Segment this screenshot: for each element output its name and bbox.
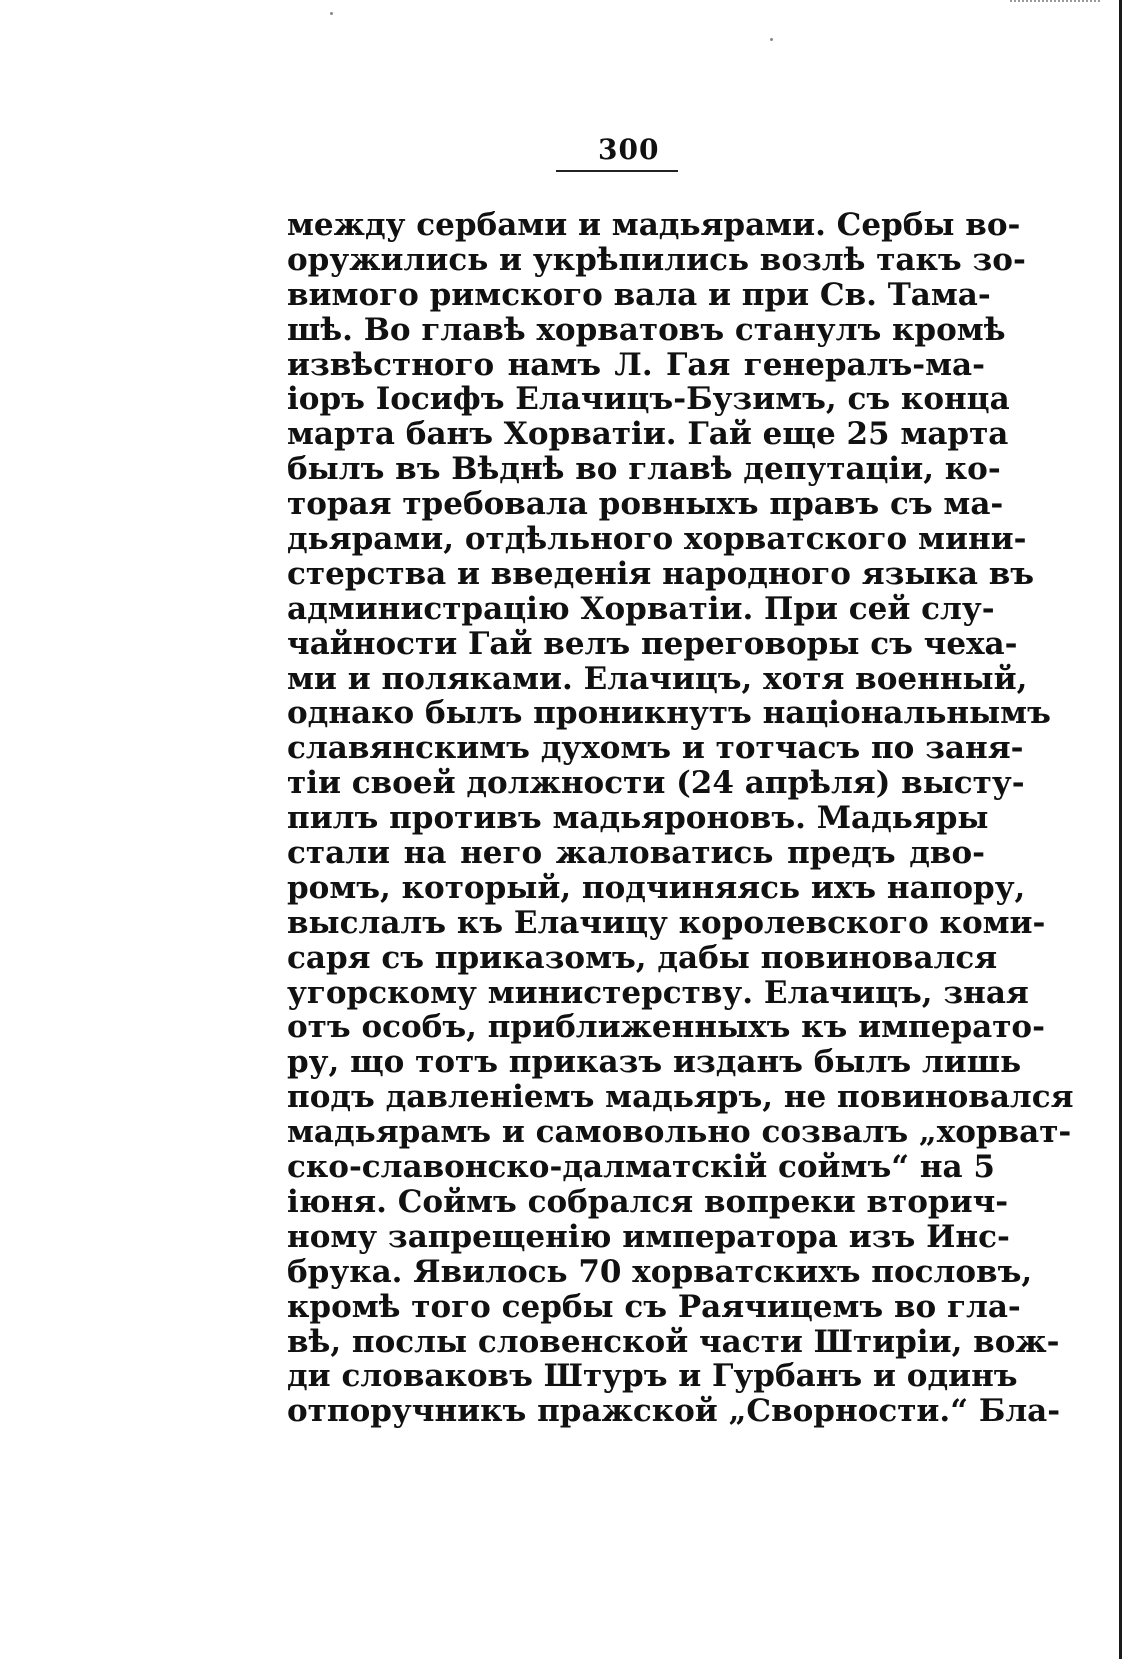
text-line: былъ въ Вѣднѣ во главѣ депутаціи, ко- [287, 451, 1001, 488]
scan-speck [330, 12, 333, 15]
text-line: тіи своей должности (24 апрѣля) высту- [287, 765, 1025, 802]
text-line: вимого римского вала и при Св. Тама- [287, 276, 991, 313]
text-line: оружились и укрѣпились возлѣ такъ зо- [287, 241, 1026, 278]
text-line: марта банъ Хорватіи. Гай еще 25 марта [287, 416, 1009, 453]
scan-artifact-mark [1010, 0, 1100, 6]
text-line: подъ давленіемъ мадьяръ, не повиновался [287, 1079, 1074, 1116]
text-line: чайности Гай велъ переговоры съ чеха- [287, 625, 1018, 662]
text-line: брука. Явилось 70 хорватскихъ пословъ, [287, 1253, 1033, 1290]
text-line: ди словаковъ Штуръ и Гурбанъ и одинъ [287, 1358, 1018, 1395]
text-line: стерства и введенія народного языка въ [287, 555, 1035, 592]
text-line: однако былъ проникнутъ національнымъ [287, 695, 1051, 732]
text-line: славянскимъ духомъ и тотчасъ по заня- [287, 730, 1024, 767]
page-edge-border [1119, 0, 1122, 1659]
text-line: выслалъ къ Елачицу королевского коми- [287, 904, 1046, 941]
text-line: ру, що тотъ приказъ изданъ былъ лишь [287, 1044, 1022, 1081]
text-line: саря съ приказомъ, дабы повиновался [287, 939, 998, 976]
page-number-rule [556, 170, 678, 172]
text-line: ско-славонско-далматскій соймъ“ на 5 [287, 1149, 996, 1186]
text-line: извѣстного намъ Л. Гая генералъ-ма- [287, 346, 985, 383]
text-line: вѣ, послы словенской части Штиріи, вож- [287, 1323, 1060, 1360]
text-line: ми и поляками. Елачицъ, хотя военный, [287, 660, 1028, 697]
text-line: мадьярамъ и самовольно созвалъ „хорват- [287, 1114, 1072, 1151]
text-line: кромѣ того сербы съ Раячицемъ во гла- [287, 1288, 1021, 1325]
text-line: торая требовала ровныхъ правъ съ ма- [287, 486, 1004, 523]
body-text [287, 207, 1074, 1430]
text-line: ромъ, который, подчиняясь ихъ напору, [287, 869, 1026, 906]
text-line: іюня. Соймъ собрался вопреки вторич- [287, 1183, 1009, 1220]
text-line: пилъ противъ мадьяроновъ. Мадьяры [287, 800, 989, 837]
text-line: шѣ. Во главѣ хорватовъ станулъ кромѣ [287, 311, 1006, 348]
text-line: между сербами и мадьярами. Сербы во- [287, 207, 1021, 243]
text-line: іоръ Іосифъ Елачицъ-Бузимъ, съ конца [287, 381, 1010, 418]
text-line: отъ особъ, приближенныхъ къ императо- [287, 1009, 1045, 1046]
text-line: администрацію Хорватіи. При сей слу- [287, 590, 995, 627]
text-line: дьярами, отдѣльного хорватского мини- [287, 521, 1027, 558]
text-line: стали на него жаловатись предъ дво- [287, 835, 985, 872]
text-line: угорскому министерству. Елачицъ, зная [287, 974, 1029, 1011]
scan-speck [770, 38, 773, 41]
text-line: ному запрещенію императора изъ Инс- [287, 1218, 1010, 1255]
text-line: отпоручникъ пражской „Сворности.“ Бла- [287, 1393, 1061, 1430]
page-number: 300 [598, 133, 660, 166]
